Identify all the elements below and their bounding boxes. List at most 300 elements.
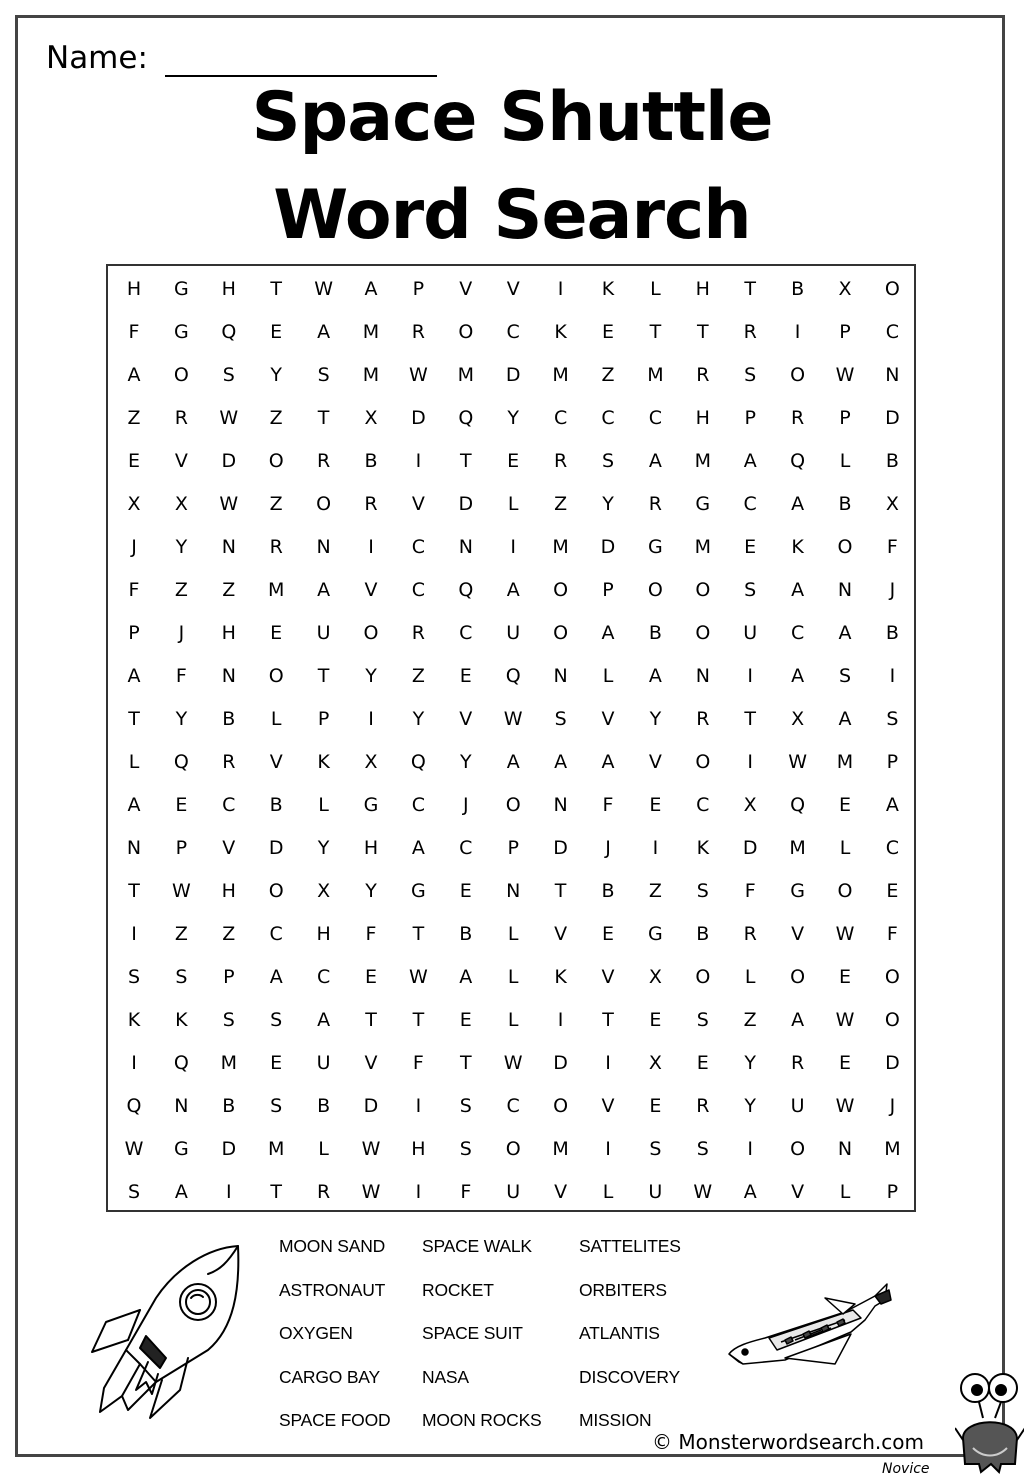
grid-letter[interactable]: A: [317, 1009, 331, 1031]
grid-letter[interactable]: W: [314, 278, 333, 300]
grid-letter[interactable]: W: [835, 364, 855, 386]
grid-letter[interactable]: H: [126, 278, 142, 300]
grid-letter[interactable]: N: [221, 665, 236, 687]
grid-letter[interactable]: L: [270, 708, 282, 730]
grid-letter[interactable]: B: [222, 1095, 236, 1117]
grid-letter[interactable]: V: [364, 579, 378, 601]
grid-letter[interactable]: W: [835, 923, 855, 945]
grid-letter[interactable]: M: [647, 364, 664, 386]
grid-letter[interactable]: O: [268, 450, 284, 472]
grid-letter[interactable]: D: [458, 493, 474, 515]
grid-letter[interactable]: Z: [743, 1009, 757, 1031]
grid-letter[interactable]: R: [364, 493, 378, 515]
grid-letter[interactable]: X: [743, 794, 757, 816]
grid-letter[interactable]: I: [368, 708, 374, 730]
grid-letter[interactable]: W: [503, 1052, 523, 1074]
grid-letter[interactable]: S: [744, 579, 757, 601]
grid-letter[interactable]: J: [889, 1095, 896, 1117]
grid-letter[interactable]: V: [459, 278, 473, 300]
grid-letter[interactable]: N: [316, 536, 331, 558]
grid-letter[interactable]: B: [459, 923, 473, 945]
grid-letter[interactable]: M: [694, 450, 711, 472]
grid-letter[interactable]: S: [696, 880, 709, 902]
grid-letter[interactable]: L: [602, 665, 614, 687]
grid-letter[interactable]: K: [554, 321, 567, 343]
grid-letter[interactable]: Y: [744, 1052, 756, 1074]
grid-letter[interactable]: D: [885, 1052, 900, 1074]
grid-letter[interactable]: T: [270, 1181, 282, 1203]
grid-letter[interactable]: I: [794, 321, 801, 343]
grid-letter[interactable]: M: [789, 837, 806, 859]
grid-letter[interactable]: Z: [269, 493, 283, 515]
grid-letter[interactable]: W: [835, 1095, 855, 1117]
grid-letter[interactable]: W: [408, 966, 428, 988]
grid-letter[interactable]: B: [317, 1095, 331, 1117]
grid-letter[interactable]: F: [128, 579, 140, 601]
grid-letter[interactable]: M: [267, 1138, 285, 1160]
grid-letter[interactable]: Z: [269, 407, 283, 429]
grid-letter[interactable]: S: [175, 966, 188, 988]
grid-letter[interactable]: H: [221, 880, 236, 902]
grid-letter[interactable]: Z: [554, 493, 568, 515]
grid-letter[interactable]: M: [884, 1138, 901, 1160]
grid-letter[interactable]: A: [364, 278, 378, 300]
grid-letter[interactable]: B: [648, 622, 662, 644]
grid-letter[interactable]: O: [553, 1095, 569, 1117]
grid-letter[interactable]: V: [601, 1095, 615, 1117]
grid-letter[interactable]: R: [743, 321, 757, 343]
grid-letter[interactable]: A: [411, 837, 425, 859]
grid-letter[interactable]: E: [601, 923, 614, 945]
grid-letter[interactable]: A: [791, 1009, 805, 1031]
grid-letter[interactable]: O: [695, 622, 711, 644]
grid-letter[interactable]: P: [317, 708, 330, 730]
grid-letter[interactable]: A: [885, 794, 899, 816]
grid-letter[interactable]: Q: [790, 794, 806, 816]
grid-letter[interactable]: Z: [601, 364, 615, 386]
grid-letter[interactable]: U: [506, 622, 521, 644]
grid-letter[interactable]: P: [839, 407, 851, 429]
grid-letter[interactable]: G: [648, 536, 663, 558]
grid-letter[interactable]: S: [270, 1095, 283, 1117]
grid-letter[interactable]: J: [889, 579, 896, 601]
grid-letter[interactable]: Z: [174, 579, 188, 601]
grid-letter[interactable]: O: [790, 1138, 806, 1160]
grid-letter[interactable]: D: [411, 407, 426, 429]
grid-letter[interactable]: G: [411, 880, 426, 902]
grid-letter[interactable]: D: [742, 837, 758, 859]
grid-letter[interactable]: I: [415, 450, 422, 472]
grid-letter[interactable]: C: [553, 407, 568, 429]
grid-letter[interactable]: Q: [458, 579, 474, 601]
grid-letter[interactable]: X: [648, 1052, 662, 1074]
name-input-line[interactable]: [165, 75, 437, 77]
grid-letter[interactable]: E: [744, 536, 757, 558]
grid-letter[interactable]: M: [362, 364, 380, 386]
grid-letter[interactable]: E: [270, 321, 283, 343]
grid-letter[interactable]: X: [838, 278, 852, 300]
grid-letter[interactable]: I: [652, 837, 659, 859]
grid-letter[interactable]: E: [838, 1052, 851, 1074]
grid-letter[interactable]: M: [267, 579, 285, 601]
grid-letter[interactable]: F: [412, 1052, 424, 1074]
grid-letter[interactable]: H: [695, 407, 710, 429]
grid-letter[interactable]: S: [554, 708, 567, 730]
grid-letter[interactable]: C: [269, 923, 283, 945]
grid-letter[interactable]: W: [361, 1181, 381, 1203]
grid-letter[interactable]: W: [788, 751, 807, 773]
grid-letter[interactable]: A: [506, 579, 520, 601]
grid-letter[interactable]: V: [601, 708, 615, 730]
grid-letter[interactable]: X: [364, 407, 378, 429]
grid-letter[interactable]: A: [601, 751, 615, 773]
grid-letter[interactable]: L: [650, 278, 661, 300]
grid-letter[interactable]: G: [174, 278, 189, 300]
grid-letter[interactable]: D: [505, 364, 521, 386]
grid-letter[interactable]: O: [268, 665, 284, 687]
grid-letter[interactable]: E: [649, 1095, 662, 1117]
grid-letter[interactable]: O: [173, 364, 189, 386]
grid-letter[interactable]: U: [743, 622, 758, 644]
grid-letter[interactable]: O: [884, 1009, 900, 1031]
grid-letter[interactable]: B: [364, 450, 378, 472]
grid-letter[interactable]: W: [693, 1181, 713, 1203]
grid-letter[interactable]: K: [554, 966, 567, 988]
grid-letter[interactable]: W: [408, 364, 428, 386]
grid-letter[interactable]: I: [510, 536, 516, 558]
grid-letter[interactable]: M: [836, 751, 854, 773]
grid-letter[interactable]: N: [885, 364, 900, 386]
grid-letter[interactable]: N: [221, 536, 236, 558]
grid-letter[interactable]: P: [507, 837, 519, 859]
grid-letter[interactable]: K: [127, 1009, 141, 1031]
grid-letter[interactable]: Y: [175, 536, 188, 558]
grid-letter[interactable]: Y: [507, 407, 519, 429]
grid-letter[interactable]: X: [648, 966, 662, 988]
grid-letter[interactable]: U: [316, 1052, 331, 1074]
grid-letter[interactable]: E: [459, 1009, 472, 1031]
grid-letter[interactable]: B: [222, 708, 236, 730]
grid-letter[interactable]: S: [222, 1009, 235, 1031]
grid-letter[interactable]: N: [126, 837, 142, 859]
grid-letter[interactable]: N: [506, 880, 521, 902]
grid-letter[interactable]: S: [459, 1138, 472, 1160]
grid-letter[interactable]: I: [131, 1052, 137, 1074]
grid-letter[interactable]: V: [364, 1052, 378, 1074]
grid-letter[interactable]: Y: [270, 364, 282, 386]
grid-letter[interactable]: L: [318, 1138, 329, 1160]
grid-letter[interactable]: E: [127, 450, 140, 472]
grid-letter[interactable]: T: [412, 923, 425, 945]
grid-letter[interactable]: C: [411, 794, 426, 816]
grid-letter[interactable]: T: [459, 450, 472, 472]
grid-letter[interactable]: S: [127, 966, 141, 988]
grid-letter[interactable]: H: [221, 622, 236, 644]
grid-letter[interactable]: R: [316, 1181, 331, 1203]
grid-letter[interactable]: J: [178, 622, 185, 644]
grid-letter[interactable]: I: [605, 1052, 611, 1074]
grid-letter[interactable]: M: [362, 321, 380, 343]
grid-letter[interactable]: O: [505, 1138, 521, 1160]
grid-letter[interactable]: I: [415, 1095, 422, 1117]
grid-letter[interactable]: D: [553, 1052, 568, 1074]
grid-letter[interactable]: V: [459, 708, 473, 730]
grid-letter[interactable]: D: [363, 1095, 379, 1117]
grid-letter[interactable]: T: [317, 407, 330, 429]
grid-letter[interactable]: S: [270, 1009, 283, 1031]
grid-letter[interactable]: Y: [744, 1095, 756, 1117]
grid-letter[interactable]: A: [648, 450, 662, 472]
grid-letter[interactable]: C: [222, 794, 236, 816]
grid-letter[interactable]: G: [790, 880, 805, 902]
grid-letter[interactable]: O: [268, 880, 284, 902]
grid-letter[interactable]: Y: [317, 837, 330, 859]
grid-letter[interactable]: T: [317, 665, 330, 687]
grid-letter[interactable]: A: [317, 321, 331, 343]
grid-letter[interactable]: W: [361, 1138, 381, 1160]
grid-letter[interactable]: U: [648, 1181, 663, 1203]
grid-letter[interactable]: G: [695, 493, 711, 515]
grid-letter[interactable]: E: [364, 966, 377, 988]
grid-letter[interactable]: E: [886, 880, 899, 902]
grid-letter[interactable]: E: [507, 450, 520, 472]
grid-letter[interactable]: T: [412, 1009, 425, 1031]
grid-letter[interactable]: F: [128, 321, 140, 343]
grid-letter[interactable]: L: [839, 1181, 851, 1203]
grid-letter[interactable]: A: [791, 493, 805, 515]
grid-letter[interactable]: K: [791, 536, 804, 558]
grid-letter[interactable]: V: [222, 837, 236, 859]
grid-letter[interactable]: K: [317, 751, 330, 773]
grid-letter[interactable]: R: [411, 321, 425, 343]
grid-letter[interactable]: S: [127, 1181, 141, 1203]
grid-letter[interactable]: J: [605, 837, 611, 859]
grid-letter[interactable]: E: [175, 794, 188, 816]
grid-letter[interactable]: E: [838, 794, 851, 816]
grid-letter[interactable]: N: [553, 665, 568, 687]
grid-letter[interactable]: R: [790, 1052, 805, 1074]
grid-letter[interactable]: F: [175, 665, 187, 687]
grid-letter[interactable]: G: [174, 321, 189, 343]
grid-letter[interactable]: Q: [126, 1095, 142, 1117]
grid-letter[interactable]: T: [602, 1009, 614, 1031]
grid-letter[interactable]: Z: [127, 407, 141, 429]
grid-letter[interactable]: R: [174, 407, 188, 429]
grid-letter[interactable]: I: [889, 665, 896, 687]
grid-letter[interactable]: N: [837, 579, 853, 601]
grid-letter[interactable]: V: [791, 923, 805, 945]
grid-letter[interactable]: L: [128, 751, 140, 773]
grid-letter[interactable]: P: [412, 278, 425, 300]
grid-letter[interactable]: P: [744, 407, 756, 429]
grid-letter[interactable]: I: [225, 1181, 232, 1203]
grid-letter[interactable]: X: [885, 493, 899, 515]
grid-letter[interactable]: W: [171, 880, 191, 902]
grid-letter[interactable]: Z: [174, 923, 188, 945]
grid-letter[interactable]: D: [600, 536, 616, 558]
grid-letter[interactable]: W: [835, 1009, 855, 1031]
grid-letter[interactable]: O: [458, 321, 474, 343]
grid-letter[interactable]: U: [506, 1181, 521, 1203]
grid-letter[interactable]: T: [365, 1009, 377, 1031]
grid-letter[interactable]: T: [128, 708, 140, 730]
grid-letter[interactable]: N: [837, 1138, 853, 1160]
grid-letter[interactable]: T: [459, 1052, 472, 1074]
grid-letter[interactable]: O: [695, 966, 711, 988]
grid-letter[interactable]: K: [601, 278, 615, 300]
grid-letter[interactable]: K: [696, 837, 710, 859]
grid-letter[interactable]: O: [884, 966, 900, 988]
grid-letter[interactable]: D: [268, 837, 284, 859]
grid-letter[interactable]: A: [601, 622, 615, 644]
grid-letter[interactable]: B: [885, 450, 899, 472]
grid-letter[interactable]: C: [506, 1095, 520, 1117]
grid-letter[interactable]: O: [553, 579, 569, 601]
grid-letter[interactable]: Y: [459, 751, 472, 773]
grid-letter[interactable]: P: [223, 966, 235, 988]
grid-letter[interactable]: C: [743, 493, 757, 515]
grid-letter[interactable]: I: [368, 536, 374, 558]
grid-letter[interactable]: T: [270, 278, 282, 300]
grid-letter[interactable]: A: [791, 579, 805, 601]
grid-letter[interactable]: W: [503, 708, 523, 730]
grid-letter[interactable]: R: [222, 751, 236, 773]
grid-letter[interactable]: L: [602, 1181, 614, 1203]
grid-letter[interactable]: C: [648, 407, 663, 429]
grid-letter[interactable]: I: [131, 923, 137, 945]
grid-letter[interactable]: W: [219, 493, 239, 515]
grid-letter[interactable]: W: [124, 1138, 144, 1160]
grid-letter[interactable]: L: [318, 794, 329, 816]
grid-letter[interactable]: V: [554, 923, 568, 945]
grid-letter[interactable]: P: [886, 1181, 899, 1203]
grid-letter[interactable]: P: [602, 579, 614, 601]
grid-letter[interactable]: C: [601, 407, 615, 429]
grid-letter[interactable]: D: [221, 450, 237, 472]
grid-letter[interactable]: D: [553, 837, 568, 859]
grid-letter[interactable]: B: [791, 278, 805, 300]
grid-letter[interactable]: X: [791, 708, 805, 730]
grid-letter[interactable]: T: [554, 880, 567, 902]
grid-letter[interactable]: O: [695, 579, 711, 601]
grid-letter[interactable]: Z: [648, 880, 662, 902]
grid-letter[interactable]: G: [648, 923, 663, 945]
grid-letter[interactable]: P: [128, 622, 140, 644]
grid-letter[interactable]: C: [316, 966, 331, 988]
grid-letter[interactable]: R: [696, 364, 710, 386]
grid-letter[interactable]: S: [838, 665, 852, 687]
grid-letter[interactable]: V: [648, 751, 662, 773]
grid-letter[interactable]: L: [507, 493, 519, 515]
grid-letter[interactable]: N: [458, 536, 473, 558]
grid-letter[interactable]: X: [174, 493, 188, 515]
grid-letter[interactable]: A: [174, 1181, 188, 1203]
grid-letter[interactable]: R: [696, 708, 710, 730]
grid-letter[interactable]: C: [885, 837, 900, 859]
grid-letter[interactable]: S: [886, 708, 899, 730]
grid-letter[interactable]: Q: [221, 321, 237, 343]
grid-letter[interactable]: L: [744, 966, 756, 988]
grid-letter[interactable]: A: [127, 665, 141, 687]
grid-letter[interactable]: O: [695, 751, 711, 773]
grid-letter[interactable]: W: [219, 407, 239, 429]
grid-letter[interactable]: C: [411, 536, 426, 558]
grid-letter[interactable]: E: [459, 665, 472, 687]
grid-letter[interactable]: O: [837, 880, 853, 902]
grid-letter[interactable]: A: [269, 966, 283, 988]
grid-letter[interactable]: F: [365, 923, 377, 945]
grid-letter[interactable]: P: [175, 837, 188, 859]
grid-letter[interactable]: P: [886, 751, 899, 773]
grid-letter[interactable]: C: [885, 321, 900, 343]
grid-letter[interactable]: V: [554, 1181, 568, 1203]
grid-letter[interactable]: L: [839, 450, 851, 472]
grid-letter[interactable]: R: [696, 1095, 710, 1117]
grid-letter[interactable]: Q: [410, 751, 426, 773]
grid-letter[interactable]: Q: [790, 450, 806, 472]
grid-letter[interactable]: C: [506, 321, 520, 343]
grid-letter[interactable]: S: [696, 1138, 709, 1160]
grid-letter[interactable]: Y: [365, 880, 377, 902]
grid-letter[interactable]: R: [790, 407, 805, 429]
grid-letter[interactable]: M: [220, 1052, 237, 1074]
grid-letter[interactable]: A: [127, 364, 141, 386]
grid-letter[interactable]: G: [363, 794, 379, 816]
grid-letter[interactable]: Y: [365, 665, 377, 687]
grid-letter[interactable]: F: [744, 880, 756, 902]
grid-letter[interactable]: M: [552, 364, 569, 386]
grid-letter[interactable]: I: [747, 1138, 753, 1160]
grid-letter[interactable]: R: [269, 536, 283, 558]
grid-letter[interactable]: B: [601, 880, 615, 902]
grid-letter[interactable]: S: [222, 364, 235, 386]
grid-letter[interactable]: L: [839, 837, 851, 859]
grid-letter[interactable]: S: [601, 450, 615, 472]
grid-letter[interactable]: D: [885, 407, 900, 429]
grid-letter[interactable]: T: [696, 321, 709, 343]
grid-letter[interactable]: I: [747, 665, 753, 687]
grid-letter[interactable]: X: [127, 493, 141, 515]
grid-letter[interactable]: A: [127, 794, 141, 816]
grid-letter[interactable]: R: [743, 923, 757, 945]
grid-letter[interactable]: O: [316, 493, 332, 515]
grid-letter[interactable]: Y: [412, 708, 425, 730]
grid-letter[interactable]: F: [602, 794, 614, 816]
grid-letter[interactable]: E: [601, 321, 614, 343]
grid-letter[interactable]: O: [837, 536, 853, 558]
grid-letter[interactable]: Y: [175, 708, 188, 730]
grid-letter[interactable]: F: [460, 1181, 472, 1203]
grid-letter[interactable]: I: [557, 278, 564, 300]
grid-letter[interactable]: Q: [173, 751, 189, 773]
grid-letter[interactable]: R: [411, 622, 425, 644]
grid-letter[interactable]: M: [552, 536, 569, 558]
grid-letter[interactable]: T: [744, 278, 756, 300]
grid-letter[interactable]: V: [791, 1181, 805, 1203]
grid-letter[interactable]: V: [411, 493, 425, 515]
grid-letter[interactable]: M: [457, 364, 474, 386]
grid-letter[interactable]: R: [316, 450, 331, 472]
grid-letter[interactable]: O: [790, 966, 806, 988]
grid-letter[interactable]: O: [884, 278, 900, 300]
grid-letter[interactable]: N: [553, 794, 568, 816]
grid-letter[interactable]: A: [791, 665, 805, 687]
grid-letter[interactable]: D: [221, 1138, 237, 1160]
grid-letter[interactable]: Y: [649, 708, 662, 730]
grid-letter[interactable]: H: [316, 923, 331, 945]
grid-letter[interactable]: O: [553, 622, 569, 644]
grid-letter[interactable]: E: [270, 1052, 283, 1074]
